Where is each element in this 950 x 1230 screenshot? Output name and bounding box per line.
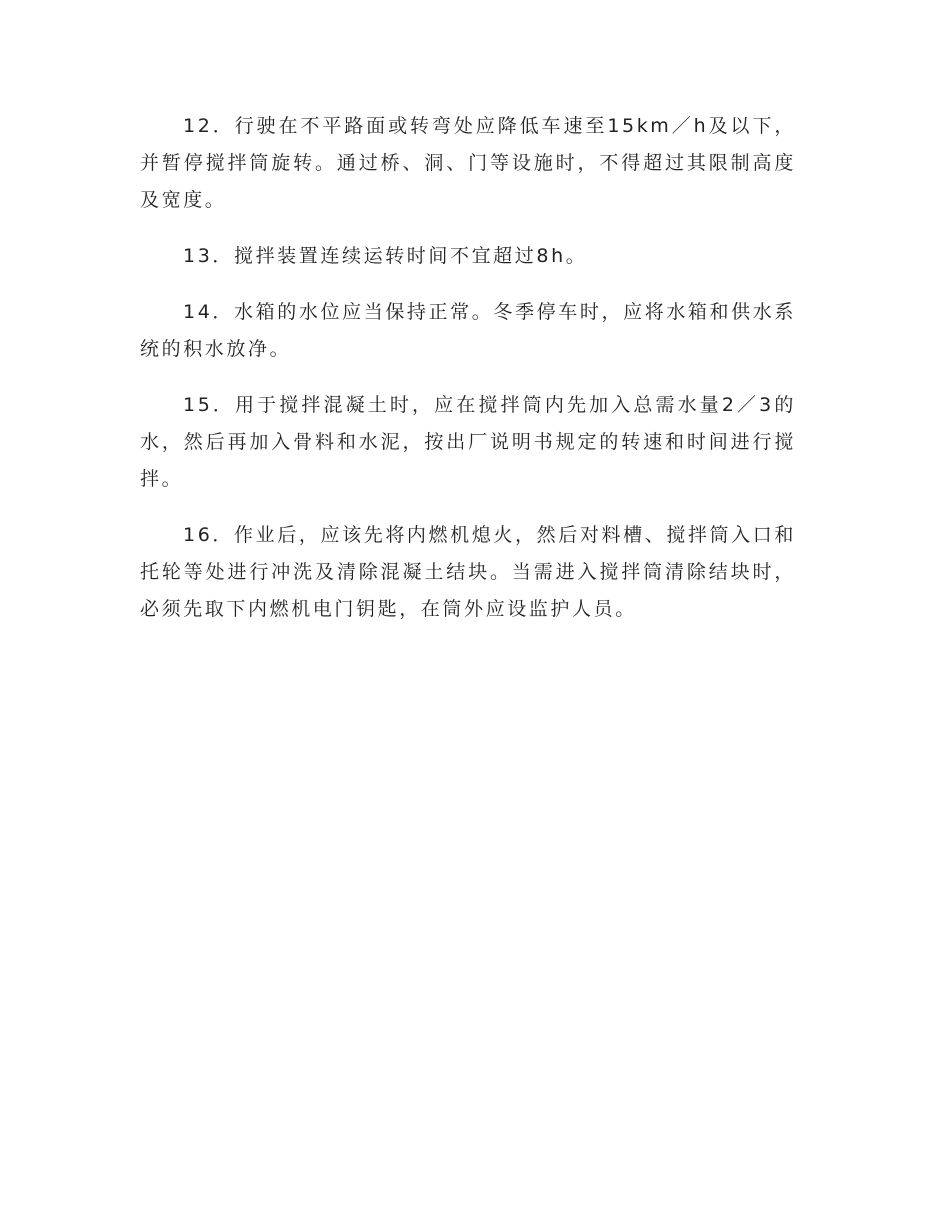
paragraph-item-16: 16．作业后，应该先将内燃机熄火，然后对料槽、搅拌筒入口和托轮等处进行冲洗及清除混凝土结块。当需进入搅拌筒清除结块时，必须先取下内燃机电门钥匙，在筒外应设监护人员。 <box>140 524 796 620</box>
paragraph-item-14: 14．水箱的水位应当保持正常。冬季停车时，应将水箱和供水系统的积水放净。 <box>140 301 796 360</box>
paragraph-item-13: 13．搅拌装置连续运转时间不宜超过8h。 <box>183 245 588 267</box>
paragraph-item-12: 12．行驶在不平路面或转弯处应降低车速至15km／h及以下，并暂停搅拌筒旋转。通过桥、洞、门等设施时，不得超过其限制高度及宽度。 <box>140 115 796 211</box>
document-body <box>140 108 796 647</box>
paragraph-item-15: 15．用于搅拌混凝土时，应在搅拌筒内先加入总需水量2／3的水，然后再加入骨料和水泥，按出厂说明书规定的转速和时间进行搅拌。 <box>140 394 796 490</box>
